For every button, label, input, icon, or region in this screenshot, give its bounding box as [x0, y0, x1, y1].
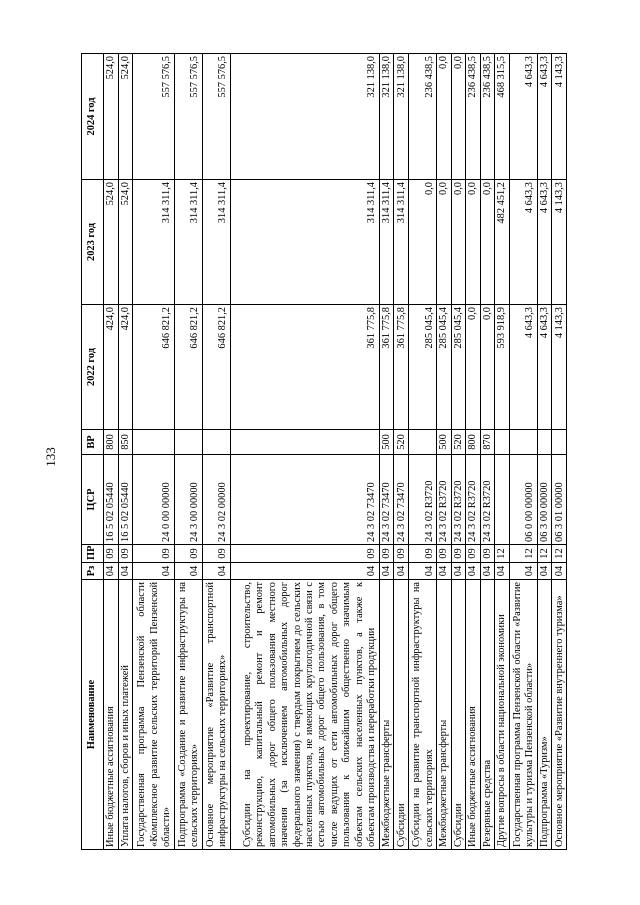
table-row	[509, 54, 537, 850]
vr-cell	[202, 430, 230, 455]
y2023-cell: 4 643,3	[509, 180, 537, 305]
table-row	[394, 54, 409, 850]
name-cell: Подпрограмма «Создание и развитие инфраструктуры на сельских территориях»	[174, 580, 202, 850]
y2023-cell: 4 643,3	[537, 180, 552, 305]
vr-cell: 800	[466, 430, 481, 455]
pr-cell: 09	[379, 545, 394, 563]
y2024-cell: 0,0	[437, 54, 452, 180]
csr-cell: 06 3 00 00000	[537, 455, 552, 545]
y2022-cell: 646 821,2	[133, 305, 175, 430]
table-row	[118, 54, 133, 850]
name-cell: Субсидии	[451, 580, 466, 850]
y2022-cell: 4 643,3	[509, 305, 537, 430]
rz-cell: 04	[118, 563, 133, 580]
rz-cell: 04	[552, 563, 567, 580]
table-row	[437, 54, 452, 850]
y2022-cell: 285 045,4	[409, 305, 437, 430]
pr-cell: 09	[118, 545, 133, 563]
y2024-cell: 524,0	[118, 54, 133, 180]
table-row	[552, 54, 567, 850]
pr-cell: 09	[174, 545, 202, 563]
name-cell: Подпрограмма «Туризм»	[537, 580, 552, 850]
rz-cell: 04	[451, 563, 466, 580]
csr-cell	[495, 455, 510, 545]
y2022-cell: 646 821,2	[174, 305, 202, 430]
csr-cell: 06 3 01 00000	[552, 455, 567, 545]
name-cell: Межбюджетные трансферты	[379, 580, 394, 850]
vr-cell	[230, 430, 379, 455]
rz-cell: 04	[537, 563, 552, 580]
header-csr: ЦСР	[82, 455, 104, 545]
csr-cell: 06 0 00 00000	[509, 455, 537, 545]
table-row	[451, 54, 466, 850]
y2023-cell: 314 311,4	[133, 180, 175, 305]
table-row	[104, 54, 119, 850]
csr-cell: 24 3 02 R3720	[451, 455, 466, 545]
csr-cell: 16 5 02 05440	[118, 455, 133, 545]
y2022-cell: 285 045,4	[437, 305, 452, 430]
pr-cell: 09	[230, 545, 379, 563]
vr-cell	[509, 430, 537, 455]
y2023-cell: 314 311,4	[379, 180, 394, 305]
y2024-cell: 236 438,5	[466, 54, 481, 180]
pr-cell: 12	[552, 545, 567, 563]
table-row	[466, 54, 481, 850]
name-cell: Основное мероприятие «Развитие внутреннего туризма»	[552, 580, 567, 850]
y2024-cell: 4 643,3	[509, 54, 537, 180]
vr-cell: 850	[118, 430, 133, 455]
y2022-cell: 361 775,8	[230, 305, 379, 430]
name-cell: Субсидии на развитие транспортной инфраструктуры на сельских территориях	[409, 580, 437, 850]
csr-cell: 24 3 02 73470	[394, 455, 409, 545]
y2024-cell: 4 643,3	[537, 54, 552, 180]
pr-cell: 12	[509, 545, 537, 563]
y2022-cell: 424,0	[104, 305, 119, 430]
pr-cell: 09	[437, 545, 452, 563]
csr-cell: 24 3 02 R3720	[409, 455, 437, 545]
y2022-cell: 361 775,8	[394, 305, 409, 430]
vr-cell: 800	[104, 430, 119, 455]
y2024-cell: 557 576,5	[202, 54, 230, 180]
vr-cell: 500	[437, 430, 452, 455]
vr-cell	[133, 430, 175, 455]
rz-cell: 04	[466, 563, 481, 580]
rz-cell: 04	[174, 563, 202, 580]
rz-cell: 04	[379, 563, 394, 580]
pr-cell: 09	[104, 545, 119, 563]
name-cell: Субсидии	[394, 580, 409, 850]
rz-cell: 04	[133, 563, 175, 580]
name-cell: Государственная программа Пензенской области «Комплексное развитие сельских территорий Пензенской области»	[133, 580, 175, 850]
csr-cell: 24 3 00 00000	[174, 455, 202, 545]
table-row	[230, 54, 379, 850]
header-2024: 2024 год	[82, 54, 104, 180]
y2024-cell: 236 438,5	[409, 54, 437, 180]
rz-cell: 04	[202, 563, 230, 580]
csr-cell: 24 3 02 00000	[202, 455, 230, 545]
csr-cell: 24 0 00 00000	[133, 455, 175, 545]
table-row	[495, 54, 510, 850]
rz-cell: 04	[394, 563, 409, 580]
y2023-cell: 314 311,4	[202, 180, 230, 305]
vr-cell: 520	[451, 430, 466, 455]
vr-cell	[537, 430, 552, 455]
y2022-cell: 361 775,8	[379, 305, 394, 430]
csr-cell: 16 5 02 05440	[104, 455, 119, 545]
pr-cell: 09	[202, 545, 230, 563]
pr-cell: 09	[451, 545, 466, 563]
y2024-cell: 4 143,3	[552, 54, 567, 180]
y2023-cell: 0,0	[451, 180, 466, 305]
y2022-cell: 4 643,3	[537, 305, 552, 430]
pr-cell: 09	[466, 545, 481, 563]
y2022-cell: 646 821,2	[202, 305, 230, 430]
header-2022: 2022 год	[82, 305, 104, 430]
y2024-cell: 321 138,0	[230, 54, 379, 180]
y2023-cell: 4 143,3	[552, 180, 567, 305]
header-vr: ВР	[82, 430, 104, 455]
csr-cell: 24 3 02 R3720	[480, 455, 495, 545]
y2023-cell: 314 311,4	[174, 180, 202, 305]
rz-cell: 04	[104, 563, 119, 580]
rz-cell: 04	[495, 563, 510, 580]
pr-cell: 12	[495, 545, 510, 563]
vr-cell: 500	[379, 430, 394, 455]
y2024-cell: 321 138,0	[394, 54, 409, 180]
y2024-cell: 0,0	[451, 54, 466, 180]
rz-cell: 04	[437, 563, 452, 580]
y2022-cell: 0,0	[480, 305, 495, 430]
header-name: Наименование	[82, 580, 104, 850]
name-cell: Иные бюджетные ассигнования	[466, 580, 481, 850]
csr-cell: 24 3 02 R3720	[437, 455, 452, 545]
y2022-cell: 593 918,9	[495, 305, 510, 430]
rz-cell: 04	[409, 563, 437, 580]
vr-cell	[174, 430, 202, 455]
header-pr: ПР	[82, 545, 104, 563]
table-row	[379, 54, 394, 850]
y2023-cell: 0,0	[437, 180, 452, 305]
pr-cell: 12	[537, 545, 552, 563]
name-cell: Уплата налогов, сборов и иных платежей	[118, 580, 133, 850]
rotated-table-wrapper	[81, 54, 567, 850]
name-cell: Межбюджетные трансферты	[437, 580, 452, 850]
table-row	[202, 54, 230, 850]
budget-table	[81, 53, 567, 850]
rz-cell: 04	[480, 563, 495, 580]
y2024-cell: 557 576,5	[174, 54, 202, 180]
page-number: 133	[43, 447, 58, 467]
y2023-cell: 0,0	[409, 180, 437, 305]
pr-cell: 09	[409, 545, 437, 563]
y2023-cell: 0,0	[466, 180, 481, 305]
y2022-cell: 4 143,3	[552, 305, 567, 430]
header-rz: Рз	[82, 563, 104, 580]
y2022-cell: 424,0	[118, 305, 133, 430]
y2024-cell: 524,0	[104, 54, 119, 180]
name-cell: Резервные средства	[480, 580, 495, 850]
rz-cell: 04	[509, 563, 537, 580]
vr-cell	[495, 430, 510, 455]
y2022-cell: 285 045,4	[451, 305, 466, 430]
name-cell: Другие вопросы в области национальной экономики	[495, 580, 510, 850]
y2023-cell: 482 451,2	[495, 180, 510, 305]
y2022-cell: 0,0	[466, 305, 481, 430]
table-body	[104, 54, 567, 850]
name-cell: Иные бюджетные ассигнования	[104, 580, 119, 850]
y2024-cell: 236 438,5	[480, 54, 495, 180]
y2024-cell: 321 138,0	[379, 54, 394, 180]
y2023-cell: 314 311,4	[394, 180, 409, 305]
header-2023: 2023 год	[82, 180, 104, 305]
vr-cell	[409, 430, 437, 455]
y2024-cell: 557 576,5	[133, 54, 175, 180]
y2023-cell: 314 311,4	[230, 180, 379, 305]
y2023-cell: 524,0	[118, 180, 133, 305]
rz-cell: 04	[230, 563, 379, 580]
pr-cell: 09	[394, 545, 409, 563]
name-cell: Государственная программа Пензенской области «Развитие культуры и туризма Пензенской области»	[509, 580, 537, 850]
y2023-cell: 0,0	[480, 180, 495, 305]
vr-cell	[552, 430, 567, 455]
table-row	[409, 54, 437, 850]
table-row	[480, 54, 495, 850]
y2023-cell: 524,0	[104, 180, 119, 305]
y2024-cell: 468 315,5	[495, 54, 510, 180]
csr-cell: 24 3 02 R3720	[466, 455, 481, 545]
pr-cell: 09	[133, 545, 175, 563]
name-cell: Субсидии на проектирование, строительство, реконструкцию, капитальный ремонт и ремонт автомобильных дорог общего пользования местного значения (за исключением автомобильных дорог федерального значения) с твердым покрытием до сельских населенных пунктов, не имеющих круглогодичной связи с сетью автомобильных дорог общего пользования, в том числе ведущих от сети автомобильных дорог общего пользования к ближайшим общественно значимым объектам сельских населенных пунктов, а также к объектам производства и переработки продукции	[230, 580, 379, 850]
table-header	[82, 54, 104, 850]
table-row	[537, 54, 552, 850]
vr-cell: 870	[480, 430, 495, 455]
vr-cell: 520	[394, 430, 409, 455]
csr-cell: 24 3 02 73470	[230, 455, 379, 545]
csr-cell: 24 3 02 73470	[379, 455, 394, 545]
pr-cell: 09	[480, 545, 495, 563]
table-row	[133, 54, 175, 850]
name-cell: Основное мероприятие «Развитие транспортной инфраструктуры на сельских территориях»	[202, 580, 230, 850]
table-row	[174, 54, 202, 850]
